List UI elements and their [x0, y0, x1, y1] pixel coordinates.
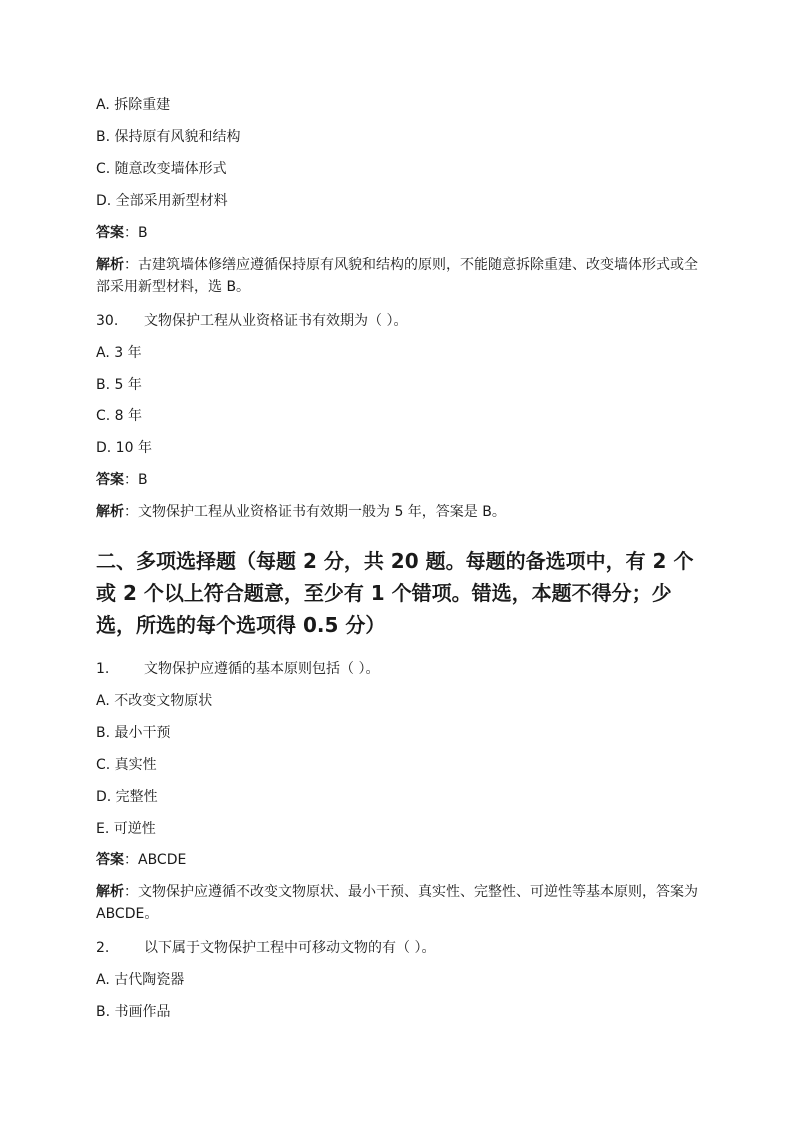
answer-label: 答案 [96, 852, 124, 868]
analysis-label: 解析 [96, 504, 124, 520]
question-text: 文物保护工程从业资格证书有效期为（ ）。 [144, 313, 408, 329]
q30-analysis [96, 501, 506, 523]
q30-option-b: B. 5 年 [96, 377, 142, 393]
question-number: 30. [96, 313, 119, 329]
mq1-option-c: C. 真实性 [96, 757, 157, 773]
q30-answer [96, 469, 148, 491]
q30-question [96, 310, 407, 332]
q29-answer [96, 222, 148, 244]
answer-label: 答案 [96, 472, 124, 488]
q29-option-a: A. 拆除重建 [96, 97, 171, 113]
analysis-text: ：文物保护应遵循不改变文物原状、最小干预、真实性、完整性、可逆性等基本原则，答案为 ABCDE。 [96, 884, 698, 922]
answer-value: ：B [124, 225, 148, 241]
mq1-question [96, 658, 379, 680]
answer-value: ：ABCDE [124, 852, 187, 868]
q29-option-d: D. 全部采用新型材料 [96, 193, 228, 209]
mq1-option-b: B. 最小干预 [96, 725, 171, 741]
answer-value: ：B [124, 472, 148, 488]
mq2-question [96, 937, 435, 959]
mq1-answer [96, 849, 186, 871]
mq2-option-b: B. 书画作品 [96, 1004, 171, 1020]
analysis-label: 解析 [96, 884, 124, 900]
q29-analysis [96, 254, 708, 298]
question-number: 2. [96, 940, 110, 956]
q30-option-a: A. 3 年 [96, 345, 142, 361]
question-number: 1. [96, 661, 110, 677]
mq1-option-a: A. 不改变文物原状 [96, 693, 213, 709]
answer-label: 答案 [96, 225, 124, 241]
question-text: 文物保护应遵循的基本原则包括（ ）。 [144, 661, 380, 677]
section-heading: 二、多项选择题（每题 2 分，共 20 题。每题的备选项中，有 2 个或 2 个以上符合题意，至少有 1 个错项。错选，本题不得分；少选，所选的每个选项得 0.5 分） [96, 549, 694, 637]
q30-option-d: D. 10 年 [96, 440, 152, 456]
mq1-option-d: D. 完整性 [96, 789, 158, 805]
q30-option-c: C. 8 年 [96, 408, 143, 424]
analysis-label: 解析 [96, 257, 124, 273]
analysis-text: ：古建筑墙体修缮应遵循保持原有风貌和结构的原则，不能随意拆除重建、改变墙体形式或全部采用新型材料，选 B。 [96, 257, 698, 295]
mq1-analysis [96, 881, 708, 925]
mq2-option-a: A. 古代陶瓷器 [96, 972, 185, 988]
mq1-option-e: E. 可逆性 [96, 821, 156, 837]
q29-option-c: C. 随意改变墙体形式 [96, 161, 227, 177]
q29-option-b: B. 保持原有风貌和结构 [96, 129, 241, 145]
question-text: 以下属于文物保护工程中可移动文物的有（ ）。 [144, 940, 436, 956]
analysis-text: ：文物保护工程从业资格证书有效期一般为 5 年，答案是 B。 [124, 504, 506, 520]
